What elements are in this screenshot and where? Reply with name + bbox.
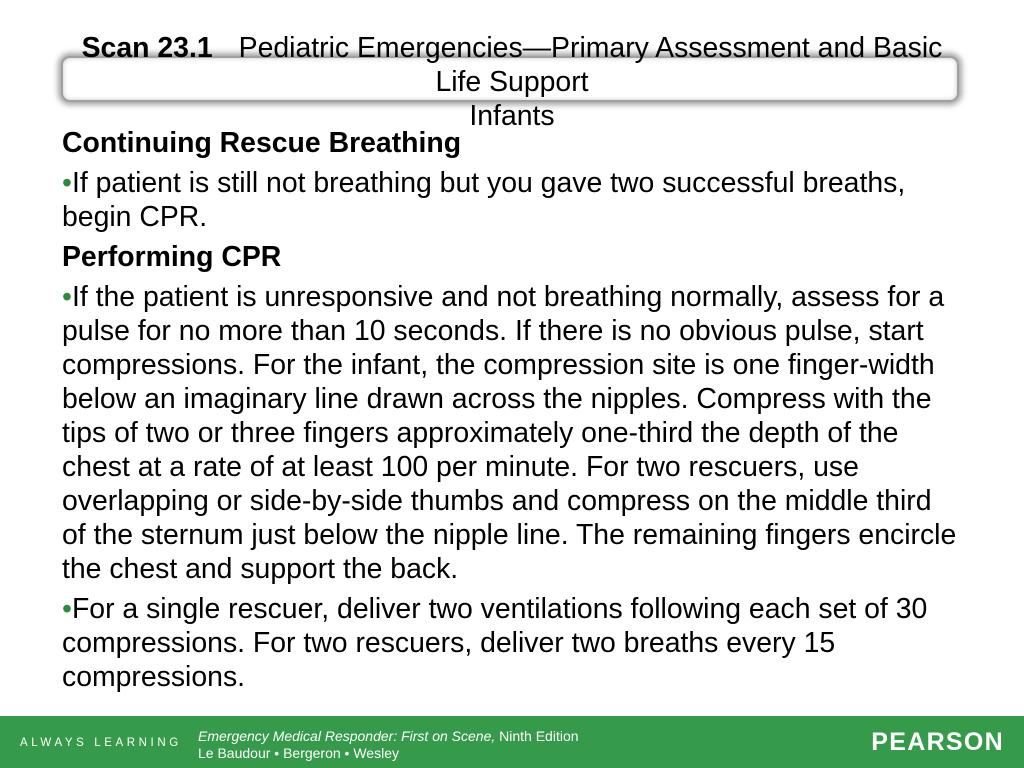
tagline: ALWAYS LEARNING: [20, 737, 182, 749]
text-line: pulse for no more than 10 seconds. If there is no obvious pulse, start: [62, 315, 924, 347]
section-heading: Continuing Rescue Breathing: [62, 127, 462, 159]
text-line: chest at a rate of at least 100 per minute. For two rescuers, use: [62, 451, 859, 483]
title-line: Life Support: [435, 66, 589, 98]
text-run: If the patient is unresponsive and not breathing normally, assess for a: [71, 281, 945, 313]
text-line: compressions. For the infant, the compression site is one finger-width: [62, 349, 935, 381]
text-line: [62, 592, 982, 626]
bullet-item: [62, 280, 982, 586]
bullet-icon: •: [62, 167, 72, 199]
scan-label: Scan 23.1: [81, 32, 213, 64]
book-title-line: [198, 728, 579, 745]
text-line: [62, 280, 982, 314]
pearson-logo: PEARSON: [871, 728, 1004, 756]
text-line: overlapping or side-by-side thumbs and compress on the middle third: [62, 485, 932, 517]
edition: Ninth Edition: [499, 728, 579, 744]
authors: Le Baudour • Bergeron • Wesley: [198, 745, 399, 761]
text-line: below an imaginary line drawn across the nipples. Compress with the: [62, 383, 932, 415]
section-heading: Performing CPR: [62, 241, 282, 273]
slide-body: [62, 126, 982, 694]
text-line: the chest and support the back.: [62, 553, 459, 585]
bullet-icon: •: [62, 593, 72, 625]
book-info: [198, 728, 579, 762]
text-run: For a single rescuer, deliver two ventilations following each set of 30: [71, 593, 928, 625]
slide-title: [0, 31, 1024, 133]
title-line: [0, 31, 1024, 65]
text-line: of the sternum just below the nipple line. The remaining fingers encircle: [62, 519, 957, 551]
title-text: Pediatric Emergencies—Primary Assessment and Basic: [238, 32, 943, 64]
bullet-icon: •: [62, 281, 72, 313]
text-run: If patient is still not breathing but you gave two successful breaths,: [71, 167, 906, 199]
text-line: compressions. For two rescuers, deliver two breaths every 15: [62, 627, 836, 659]
text-line: [62, 166, 982, 200]
text-line: tips of two or three fingers approximately one-third the depth of the: [62, 417, 899, 449]
book-title: Emergency Medical Responder: First on Scene,: [198, 728, 496, 744]
bullet-item: [62, 592, 982, 694]
footer-bar: [0, 716, 1024, 768]
text-line: begin CPR.: [62, 201, 208, 233]
slide-subtitle: Infants: [469, 100, 555, 132]
bullet-item: [62, 166, 982, 234]
text-line: compressions.: [62, 661, 246, 693]
